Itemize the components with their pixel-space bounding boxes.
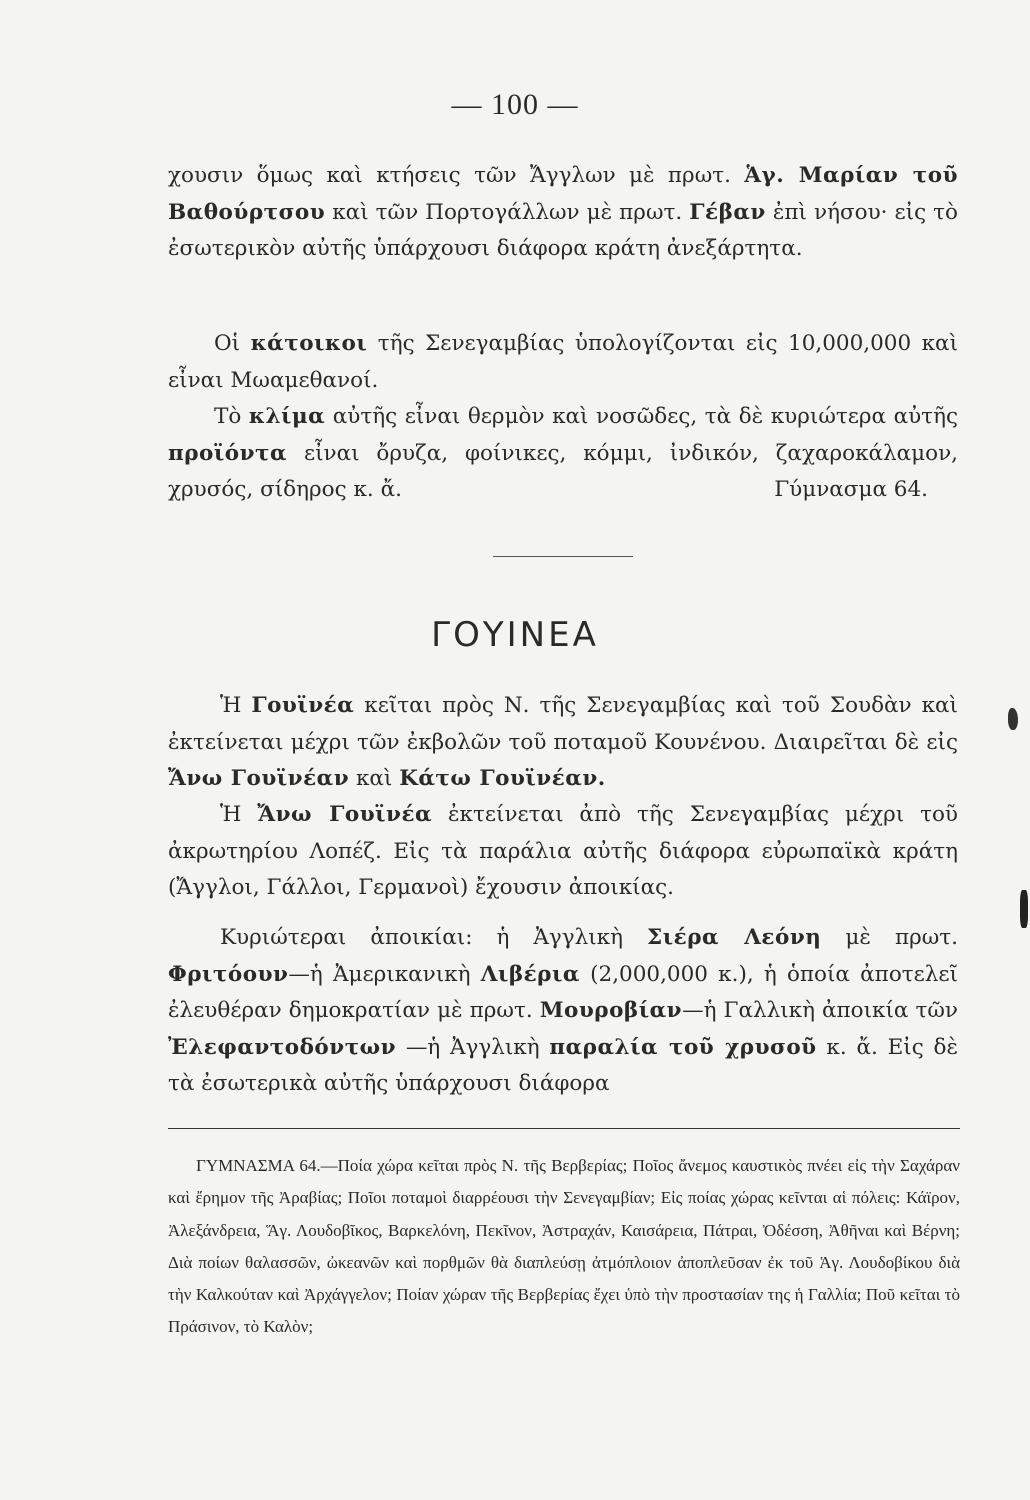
bold-term: κάτοικοι [250,331,368,356]
bold-term: προϊόντα [168,440,288,466]
paragraph-upper-guinea [168,797,958,907]
paragraph-guinea-location [168,688,958,798]
bold-term: Φριτόουν [168,961,289,987]
bold-term: Κάτω Γουϊνέαν. [399,766,606,791]
ink-speck [1008,708,1018,730]
section-heading: ΓΟΥΙΝΕΑ [431,615,599,655]
bold-term: Ἁγ. Μαρίαν τοῦ Βαθούρτσου [168,163,958,225]
bold-term: Ἐλεφαντοδόντων [168,1034,397,1060]
text-run: —ἡ Γαλλικὴ ἀποικία τῶν [682,998,958,1023]
text-run: μὲ πρωτ. [821,925,958,950]
bold-term: Ἄνω Γουϊνέαν [168,766,350,791]
paragraph-senegambia-possessions [168,158,958,268]
bold-term: κλίμα [248,404,326,429]
text-run: Τὸ [214,404,249,429]
section-divider [493,556,633,557]
bold-term: Λιβέρια [480,961,580,987]
bold-term: Μουροβίαν [539,998,683,1023]
bold-term: Γέβαν [689,199,766,225]
bold-term: Ἄνω Γουϊνέα [257,802,433,827]
text-run: κεῖται πρὸς Ν. τῆς Σενεγαμβίας καὶ τοῦ Σουδὰν καὶ ἐκτείνεται μέχρι τῶν ἐκβολῶν τοῦ ποταμοῦ Κουνένου. Διαιρεῖται δὲ εἰς [168,693,958,755]
exercise-footnote: ΓΥΜΝΑΣΜΑ 64.—Ποία χώρα κεῖται πρὸς Ν. τῆς Βερβερίας; Ποῖος ἄνεμος καυστικὸς πνέει εἰς τὴν Σαχάραν καὶ ἔρημον τῆς Ἀραβίας; Ποῖοι ποταμοὶ διαρρέουσι τὴν Σενεγαμβίαν; Εἰς ποίας χώρας κεῖνται αἱ πόλεις: Κάϊρον, Ἀλεξάνδρεια, Ἅγ. Λουδοβῖκος, Βαρκελόνη, Πεκῖνον, Ἀστραχάν, Καισάρεια, Πάτραι, Ὀδέσση, Ἀθῆναι καὶ Βέρνη; Διὰ ποίων θαλασσῶν, ὠκεανῶν καὶ πορθμῶν θὰ διαπλεύσῃ ἀτμόπλοιον ἀποπλεῦσαν ἐκ τοῦ Ἁγ. Λουδοβίκου διὰ τὴν Καλκούταν καὶ Ἀρχάγγελον; Ποίαν χώραν τῆς Βερβερίας ἔχει ὑπὸ τὴν προστασίαν της ἡ Γαλλία; Ποῦ κεῖται τὸ Πράσινον, τὸ Καλὸν; [168,1156,960,1337]
text-run: καὶ τῶν Πορτογάλλων μὲ πρωτ. [325,199,690,225]
bold-term: Γουϊνέα [251,693,355,718]
text-run: Κυριώτεραι ἀποικίαι: ἡ Ἀγγλικὴ [220,925,648,950]
paragraph-colonies [168,920,958,1103]
text-run: εἶναι ὄρυζα, φοίνικες, κόμμι, ἰνδικόν, ζαχαροκάλαμον, χρυσός, σίδηρος κ. ἄ. [168,440,958,502]
text-run: (2,000,000 κ.), ἡ ὁποία ἀποτελεῖ ἐλευθέραν δημοκρατίαν μὲ πρωτ. [168,961,958,1023]
text-run: ἐκτείνεται ἀπὸ τῆς Σενεγαμβίας μέχρι τοῦ ἀκρωτηρίου Λοπέζ. Εἰς τὰ παράλια αὐτῆς διάφορα εὐρωπαϊκὰ κράτη (Ἄγγλοι, Γάλλοι, Γερμανοὶ) ἔχουσιν ἀποικίας. [168,802,958,900]
bold-term: παραλία τοῦ χρυσοῦ [549,1034,817,1060]
ink-speck [1020,890,1028,928]
text-run: —ἡ Ἀμερικανικὴ [288,961,481,987]
text-run: Ἡ [220,693,252,718]
text-run: ἐπὶ νήσου· εἰς τὸ ἐσωτερικὸν αὐτῆς ὑπάρχουσι διάφορα κράτη ἀνεξάρτητα. [168,199,958,261]
text-run: κ. ἄ. Εἰς δὲ τὰ ἐσωτερικὰ αὐτῆς ὑπάρχουσι διάφορα [168,1034,959,1096]
page-number: — 100 — [451,88,579,121]
text-run: χουσιν ὅμως καὶ κτήσεις τῶν Ἄγγλων μὲ πρωτ. [168,163,745,188]
exercise-reference: Γύμνασμα 64. [774,477,928,502]
text-run: καὶ [349,766,400,791]
text-run: αὐτῆς εἶναι θερμὸν καὶ νοσῶδες, τὰ δὲ κυριώτερα αὐτῆς [325,404,958,429]
text-run: Ἡ [220,802,258,827]
paragraph-inhabitants [168,326,958,399]
text-run: τῆς Σενεγαμβίας ὑπολογίζονται εἰς 10,000,000 καὶ εἶναι Μωαμεθανοί. [168,331,959,393]
text-run: —ἡ Ἀγγλικὴ [396,1034,550,1060]
bold-term: Σιέρα Λεόνη [647,925,822,950]
paragraph-climate [168,399,958,509]
text-run: Οἱ [214,331,251,356]
footnote-rule [168,1128,960,1129]
